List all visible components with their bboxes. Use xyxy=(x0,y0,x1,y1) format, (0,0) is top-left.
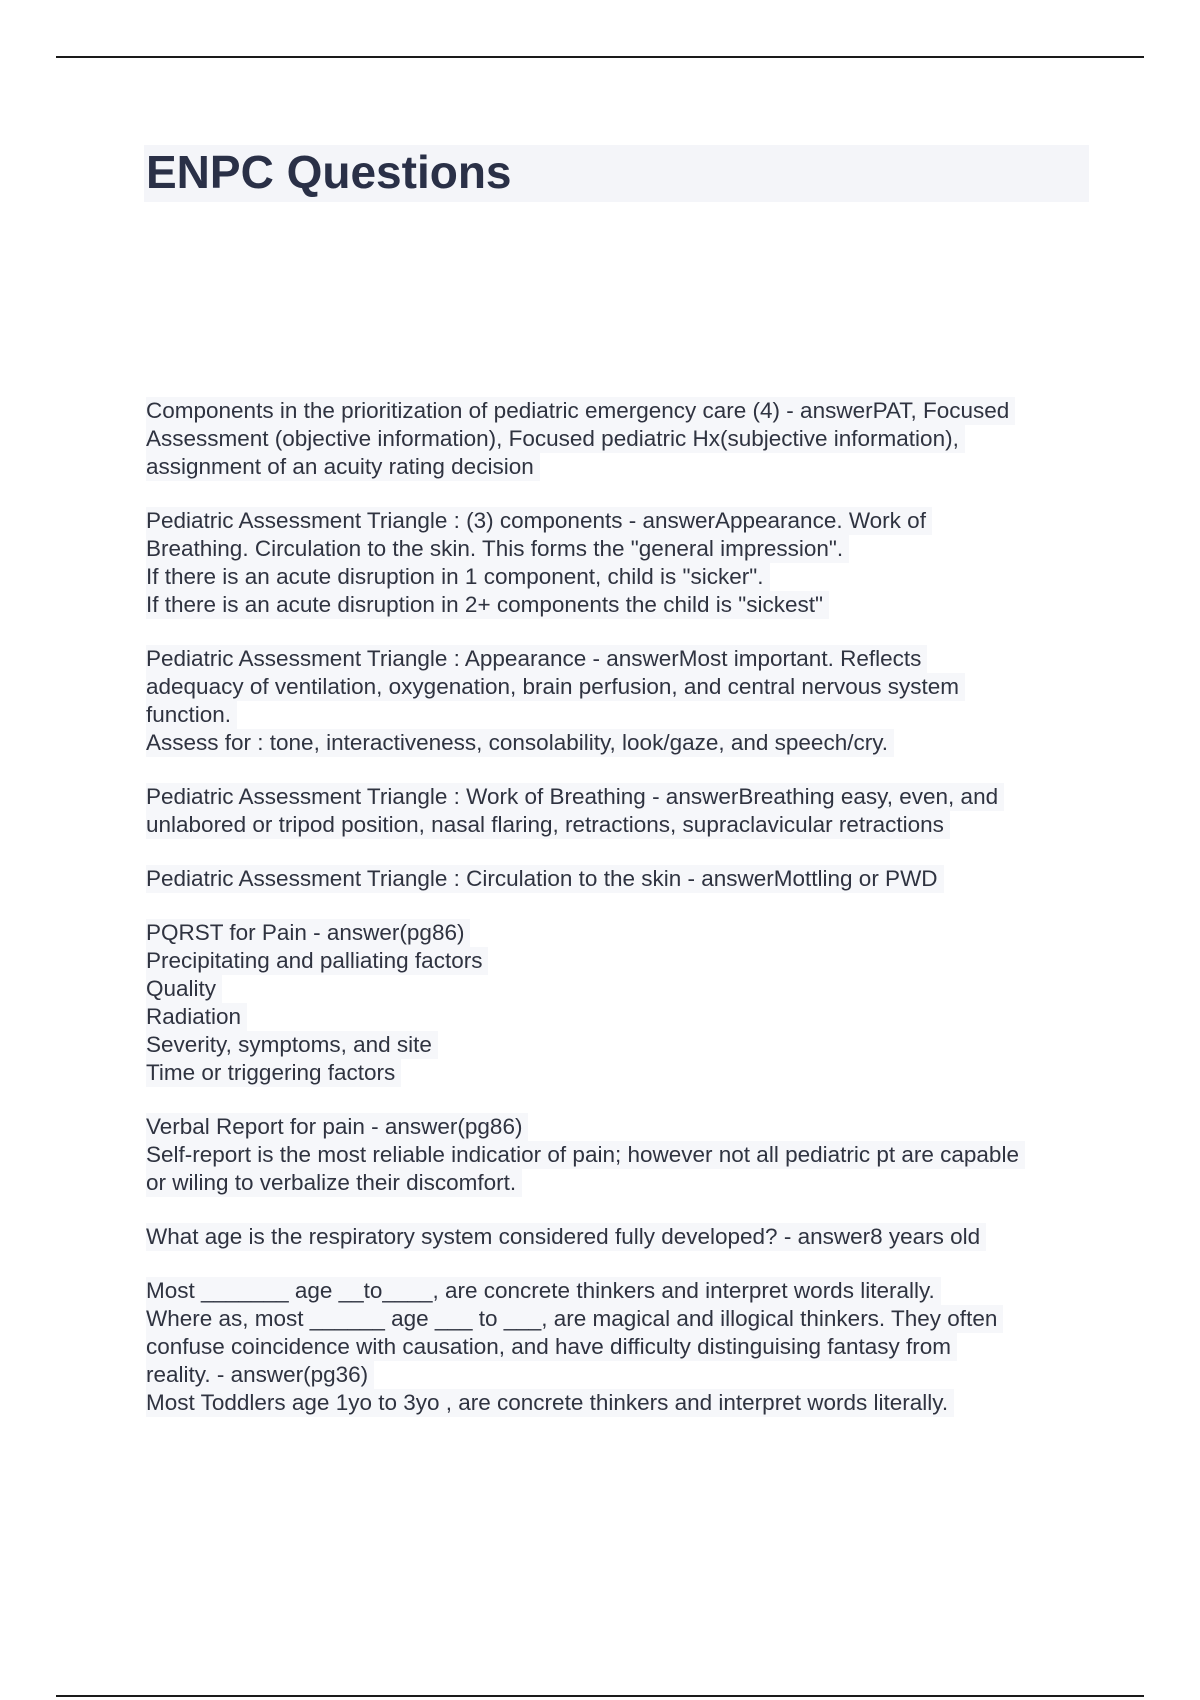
top-rule xyxy=(56,56,1144,58)
qa-line: What age is the respiratory system considered fully developed? - answer8 years old xyxy=(146,1223,986,1251)
qa-line: Pediatric Assessment Triangle : Appearance - answerMost important. Reflects xyxy=(146,645,927,673)
qa-line: Pediatric Assessment Triangle : Circulation to the skin - answerMottling or PWD xyxy=(146,865,944,893)
qa-list xyxy=(146,397,1096,1443)
page-title: ENPC Questions xyxy=(146,146,512,198)
qa-line: Verbal Report for pain - answer(pg86) xyxy=(146,1113,528,1141)
qa-line: If there is an acute disruption in 1 component, child is "sicker". xyxy=(146,563,770,591)
qa-line: If there is an acute disruption in 2+ components the child is "sickest" xyxy=(146,591,829,619)
qa-line: Most Toddlers age 1yo to 3yo , are concrete thinkers and interpret words literally. xyxy=(146,1389,954,1417)
qa-entry xyxy=(146,783,1096,839)
qa-entry xyxy=(146,865,1096,893)
qa-line: Assessment (objective information), Focused pediatric Hx(subjective information), xyxy=(146,425,965,453)
qa-line: Breathing. Circulation to the skin. This forms the "general impression". xyxy=(146,535,849,563)
qa-line: Time or triggering factors xyxy=(146,1059,401,1087)
qa-line: assignment of an acuity rating decision xyxy=(146,453,540,481)
qa-line: Self-report is the most reliable indicatior of pain; however not all pediatric pt are capable xyxy=(146,1141,1025,1169)
qa-line: adequacy of ventilation, oxygenation, brain perfusion, and central nervous system xyxy=(146,673,965,701)
qa-line: Radiation xyxy=(146,1003,247,1031)
qa-line: PQRST for Pain - answer(pg86) xyxy=(146,919,470,947)
qa-entry xyxy=(146,1223,1096,1251)
qa-line: Pediatric Assessment Triangle : (3) components - answerAppearance. Work of xyxy=(146,507,932,535)
bottom-rule xyxy=(56,1695,1144,1697)
qa-line: Where as, most ______ age ___ to ___, are magical and illogical thinkers. They often xyxy=(146,1305,1003,1333)
qa-line: Most _______ age __to____, are concrete thinkers and interpret words literally. xyxy=(146,1277,941,1305)
qa-entry xyxy=(146,1277,1096,1417)
qa-entry xyxy=(146,397,1096,481)
qa-line: Components in the prioritization of pediatric emergency care (4) - answerPAT, Focused xyxy=(146,397,1015,425)
qa-line: confuse coincidence with causation, and have difficulty distinguising fantasy from xyxy=(146,1333,957,1361)
qa-line: Pediatric Assessment Triangle : Work of Breathing - answerBreathing easy, even, and xyxy=(146,783,1004,811)
qa-line: function. xyxy=(146,701,237,729)
qa-entry xyxy=(146,507,1096,619)
qa-line: or wiling to verbalize their discomfort. xyxy=(146,1169,522,1197)
qa-line: Severity, symptoms, and site xyxy=(146,1031,438,1059)
qa-line: Precipitating and palliating factors xyxy=(146,947,488,975)
qa-line: reality. - answer(pg36) xyxy=(146,1361,374,1389)
qa-entry xyxy=(146,1113,1096,1197)
qa-line: Quality xyxy=(146,975,222,1003)
qa-line: Assess for : tone, interactiveness, consolability, look/gaze, and speech/cry. xyxy=(146,729,894,757)
qa-entry xyxy=(146,919,1096,1087)
qa-entry xyxy=(146,645,1096,757)
qa-line: unlabored or tripod position, nasal flaring, retractions, supraclavicular retractions xyxy=(146,811,950,839)
